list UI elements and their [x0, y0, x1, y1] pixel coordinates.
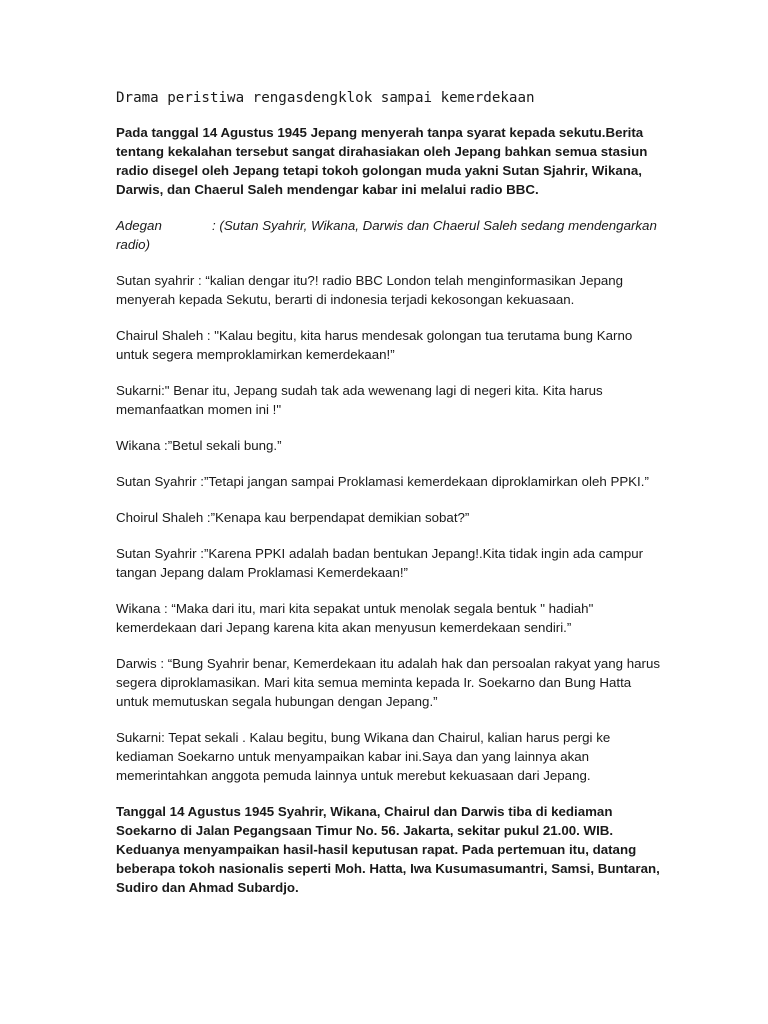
- dialogue-line: Sukarni:" Benar itu, Jepang sudah tak ada wewenang lagi di negeri kita. Kita harus memanfaatkan momen ini !": [116, 383, 603, 417]
- document-body: [116, 88, 664, 897]
- dialogue-line: Wikana :”Betul sekali bung.”: [116, 438, 282, 453]
- dialogue-line: Choirul Shaleh :”Kenapa kau berpendapat demikian sobat?”: [116, 510, 470, 525]
- dialogue-line: Wikana : “Maka dari itu, mari kita sepakat untuk menolak segala bentuk " hadiah" kemerdekaan dari Jepang karena kita akan menyusun kemerdekaan sendiri.”: [116, 601, 594, 635]
- intro-paragraph: Pada tanggal 14 Agustus 1945 Jepang menyerah tanpa syarat kepada sekutu.Berita tentang kekalahan tersebut sangat dirahasiakan oleh Jepang bahkan semua stasiun radio disegel oleh Jepang tetapi tokoh golongan muda yakni Sutan Sjahrir, Wikana, Darwis, dan Chaerul Saleh mendengar kabar ini melalui radio BBC.: [116, 125, 648, 197]
- scene-label: Adegan: [116, 218, 162, 233]
- dialogue-line: Sutan Syahrir :”Karena PPKI adalah badan bentukan Jepang!.Kita tidak ingin ada campur tangan Jepang dalam Proklamasi Kemerdekaan!”: [116, 546, 644, 580]
- dialogue-line: Chairul Shaleh : "Kalau begitu, kita harus mendesak golongan tua terutama bung Karno untuk segera memproklamirkan kemerdekaan!”: [116, 328, 633, 362]
- dialogue-line: Sutan syahrir : “kalian dengar itu?! radio BBC London telah menginformasikan Jepang menyerah kepada Sekutu, berarti di indonesia terjadi kekosongan kekuasaan.: [116, 273, 624, 307]
- closing-paragraph: Tanggal 14 Agustus 1945 Syahrir, Wikana, Chairul dan Darwis tiba di kediaman Soekarno di Jalan Pegangsaan Timur No. 56. Jakarta, sekitar pukul 21.00. WIB. Keduanya menyampaikan hasil-hasil keputusan rapat. Pada pertemuan itu, datang beberapa tokoh nasionalis seperti Moh. Hatta, Iwa Kusumasumantri, Samsi, Buntaran, Sudiro dan Ahmad Subardjo.: [116, 804, 660, 895]
- dialogue-line: Sukarni: Tepat sekali . Kalau begitu, bung Wikana dan Chairul, kalian harus pergi ke kediaman Soekarno untuk menyampaikan kabar ini.Saya dan yang lainnya akan memerintahkan anggota pemuda lainnya untuk merebut kekuasaan dari Jepang.: [116, 730, 611, 783]
- dialogue-line: Darwis : “Bung Syahrir benar, Kemerdekaan itu adalah hak dan persoalan rakyat yang harus segera diproklamasikan. Mari kita semua meminta kepada Ir. Soekarno dan Bung Hatta untuk memutuskan segala hubungan dengan Jepang.”: [116, 656, 661, 709]
- scene-direction: [116, 216, 664, 254]
- document-title: Drama peristiwa rengasdengklok sampai kemerdekaan: [116, 90, 535, 106]
- dialogue-line: Sutan Syahrir :”Tetapi jangan sampai Proklamasi kemerdekaan diproklamirkan oleh PPKI.”: [116, 474, 649, 489]
- scene-text: : (Sutan Syahrir, Wikana, Darwis dan Chaerul Saleh sedang mendengarkan radio): [116, 218, 657, 252]
